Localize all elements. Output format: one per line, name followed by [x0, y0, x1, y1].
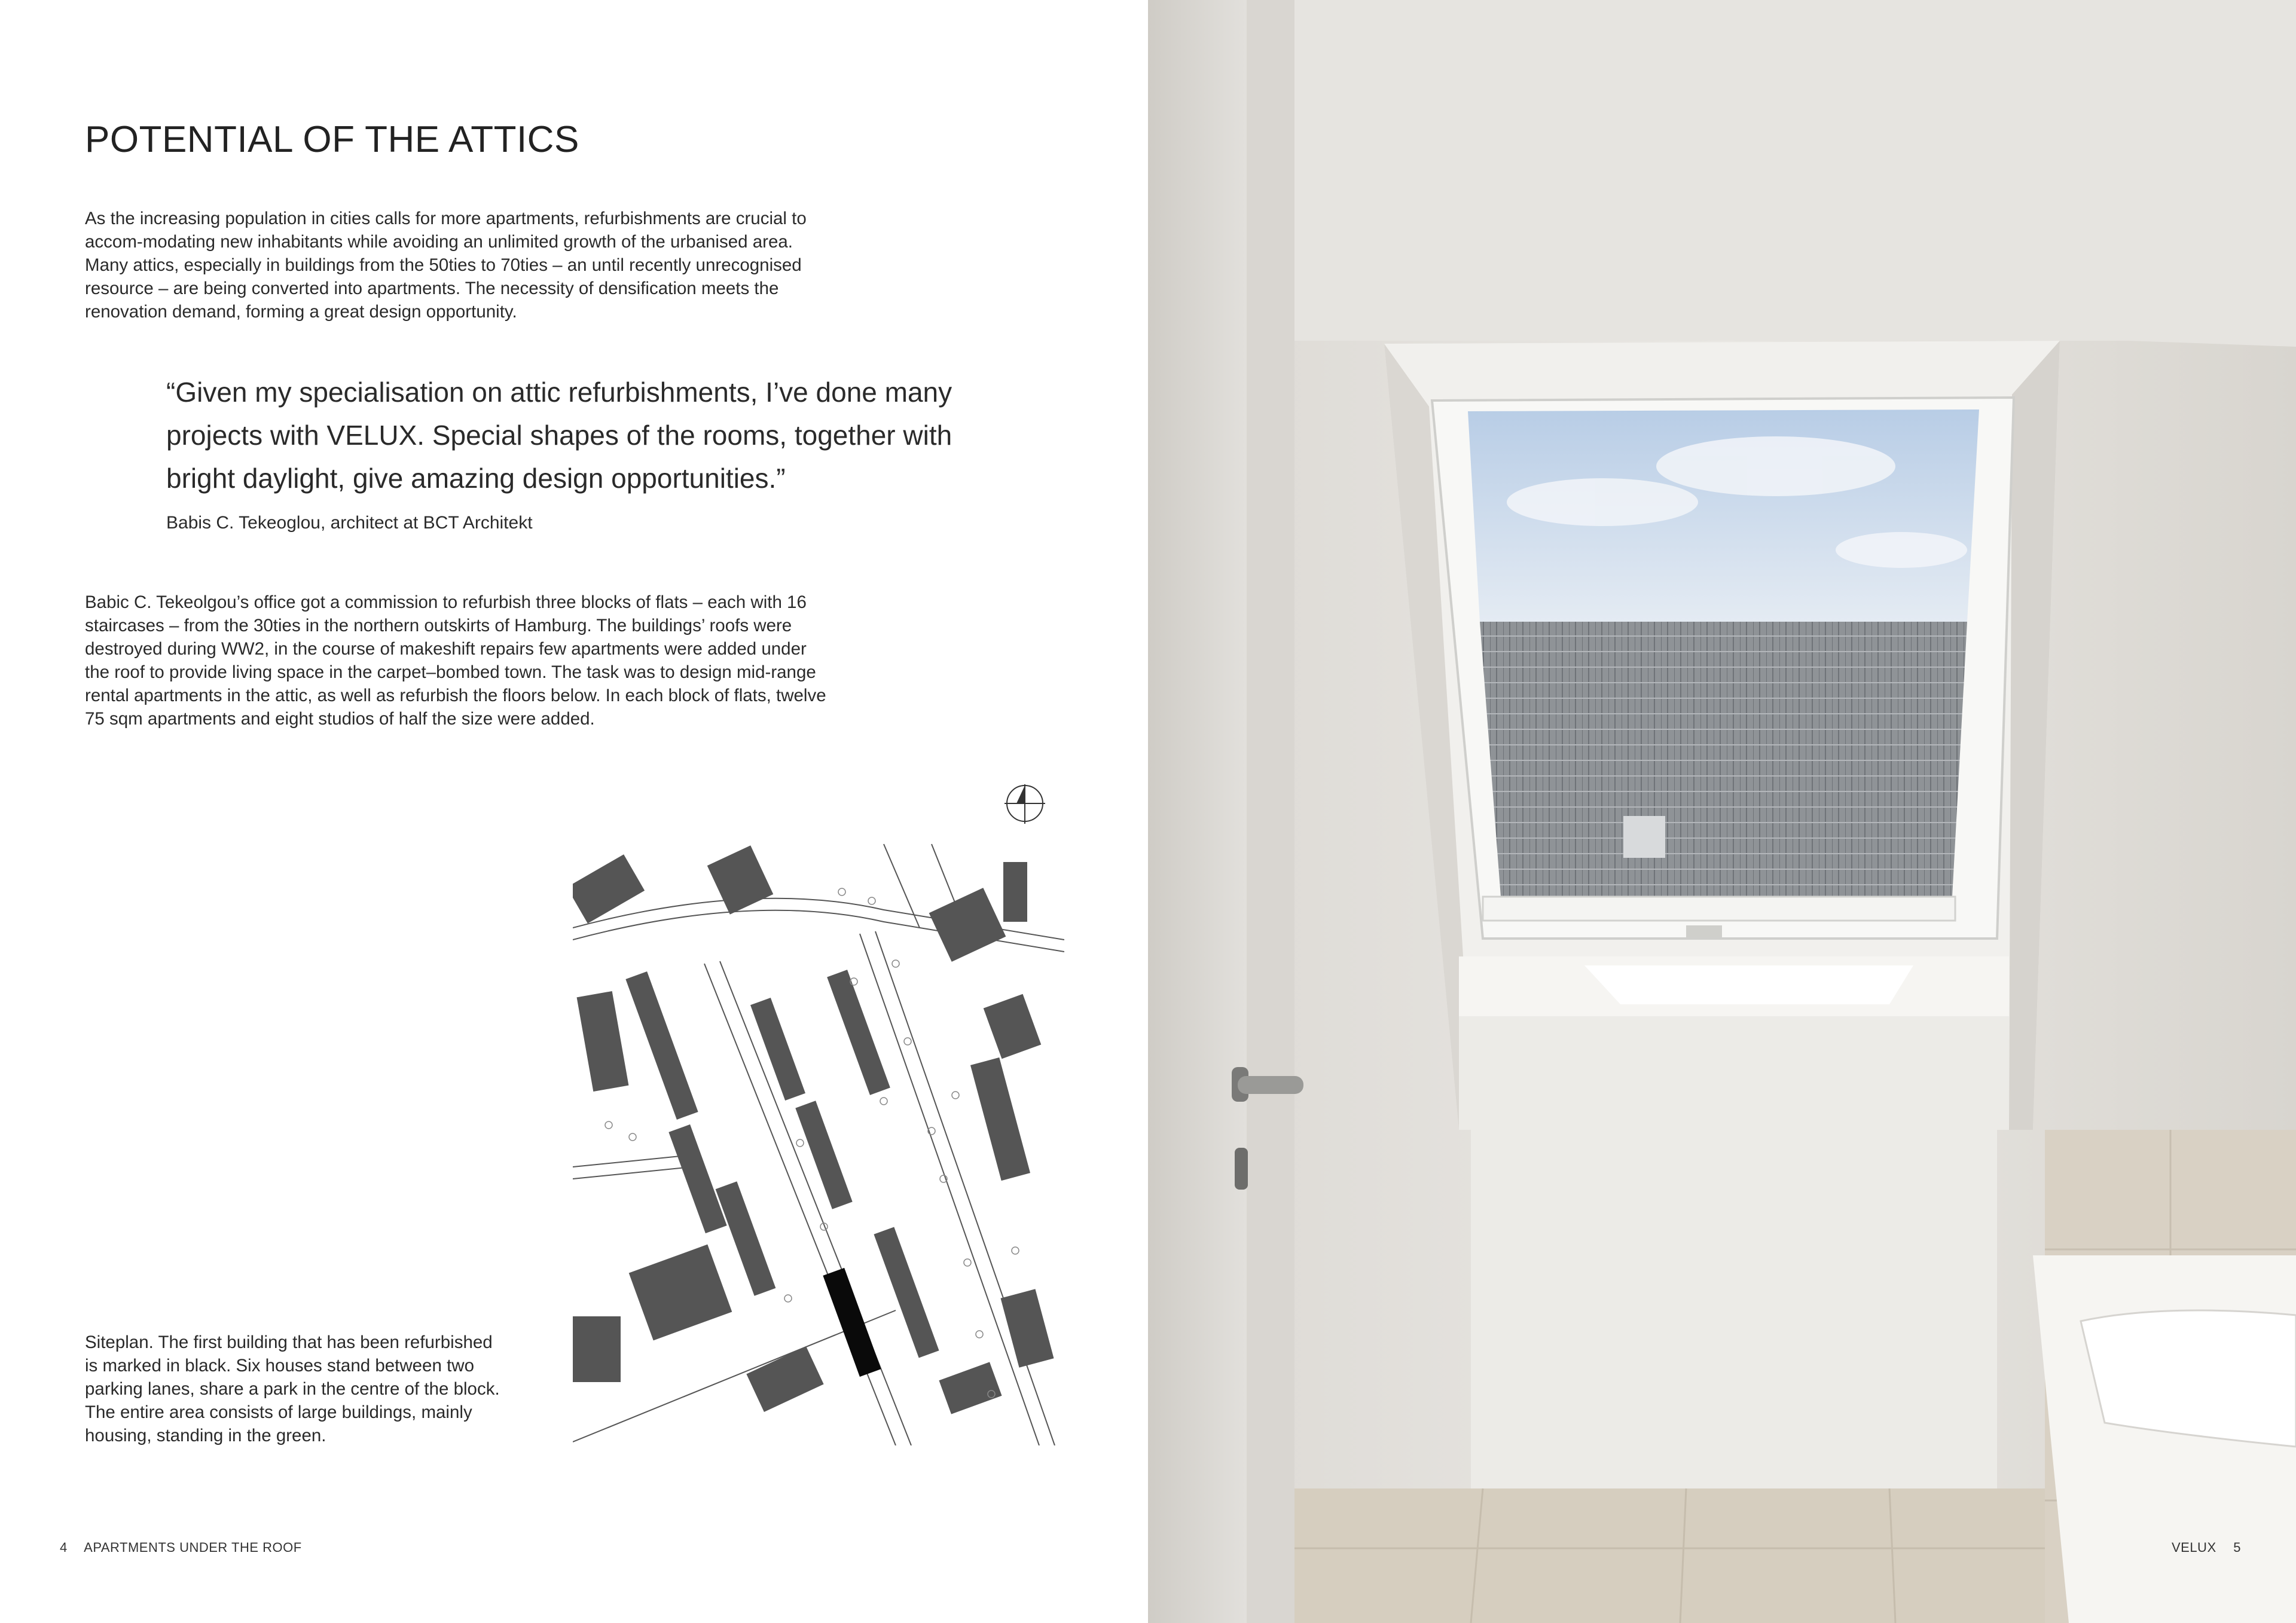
- pull-quote: “Given my specialisation on attic refurbishments, I’ve done many projects with VELUX. Special shapes of the rooms, together with bright daylight, give amazing design opportunities.”: [166, 377, 952, 494]
- section-label: APARTMENTS UNDER THE ROOF: [84, 1540, 302, 1555]
- page-number-right: 5: [2233, 1540, 2241, 1555]
- body-paragraph: Babic C. Tekeolgou’s office got a commission to refurbish three blocks of flats – each with 16 staircases – from the 30ties in the northern outskirts of Hamburg. The buildings’ roofs were destroyed during WW2, in the course of makeshift repairs few apartments were added under the roof to provide living space in the carpet–bombed town. The task was to design mid-range rental apartments in the attic, as well as refurbish the floors below. In each block of flats, twelve 75 sqm apartments and eight studios of half the size were added.: [85, 592, 826, 729]
- page-number-left: 4: [60, 1540, 68, 1555]
- brand-label: VELUX: [2171, 1540, 2216, 1555]
- siteplan-caption: Siteplan. The first building that has been refurbished is marked in black. Six houses stand between two parking lanes, share a park in the centre of the block. The entire area consists of large buildings, mainly housing, standing in the green.: [85, 1332, 500, 1445]
- page-title: POTENTIAL OF THE ATTICS: [85, 119, 579, 160]
- quote-attribution: Babis C. Tekeoglou, architect at BCT Architekt: [166, 513, 533, 533]
- siteplan-drawing: [573, 784, 1064, 1445]
- right-page: [1148, 0, 2296, 1623]
- footer-right: [2172, 1540, 2241, 1555]
- footer-left: [60, 1540, 302, 1555]
- north-arrow-icon: [1004, 784, 1045, 824]
- intro-paragraph: As the increasing population in cities calls for more apartments, refurbishments are crucial to accom-modating new inhabitants while avoiding an unlimited growth of the urbanised area. Many attics, especially in buildings from the 50ties to 70ties – an until recently unrecognised resource – are being converted into apartments. The necessity of densification meets the renovation demand, forming a great design opportunity.: [85, 209, 807, 322]
- attic-bathroom-photo: [1148, 0, 2296, 1623]
